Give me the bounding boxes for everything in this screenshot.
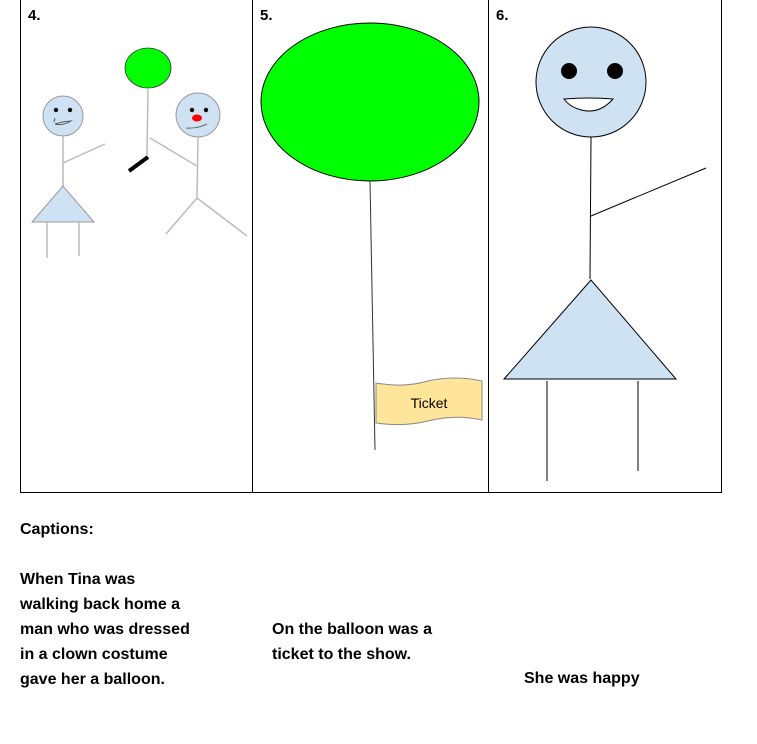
balloon-large (261, 23, 479, 181)
clown-leg-right (197, 198, 247, 236)
caption-line: ticket to the show. (272, 646, 411, 663)
panel-number: 4. (28, 7, 41, 24)
clown-nose (192, 115, 202, 122)
caption-line: When Tina was (20, 571, 136, 588)
balloon-large-string (370, 181, 375, 450)
clown-body (197, 137, 198, 198)
tina-head (43, 96, 83, 136)
tina-happy-eye-left (561, 63, 577, 79)
balloon-small (125, 48, 171, 171)
tina-happy-eye-right (607, 63, 623, 79)
panel-5-drawing (253, 0, 489, 492)
tina-figure (32, 96, 105, 258)
tina-arm (63, 144, 105, 163)
caption-line: walking back home a (20, 596, 181, 613)
panel-number: 6. (496, 7, 509, 24)
caption-line: in a clown costume (20, 646, 168, 663)
clown-figure (150, 93, 247, 236)
tina-happy-head (536, 27, 646, 137)
balloon-handle (129, 157, 148, 171)
caption-line: man who was dressed (20, 621, 190, 638)
panel-4 (21, 0, 253, 492)
panel-5 (253, 0, 489, 492)
clown-leg-left (166, 198, 197, 234)
clown-eye-left (190, 108, 194, 112)
caption-panel-6 (524, 666, 724, 691)
ticket-label: Ticket (410, 395, 448, 411)
caption-line: gave her a balloon. (20, 671, 165, 688)
clown-arm (150, 138, 197, 166)
panel-4-drawing (21, 0, 253, 492)
tina-happy-figure (504, 27, 706, 481)
tina-eye-right (68, 108, 72, 112)
tina-eye-left (54, 108, 58, 112)
tina-dress (32, 186, 94, 222)
panel-6 (489, 0, 722, 492)
panel-number: 5. (260, 7, 273, 24)
tina-happy-body (590, 137, 591, 279)
tina-happy-dress (504, 280, 676, 379)
comic-strip (20, 0, 722, 493)
captions-heading: Captions: (20, 521, 94, 538)
caption-panel-5 (272, 617, 472, 667)
caption-line: On the balloon was a (272, 621, 433, 638)
caption-panel-4 (20, 567, 225, 692)
clown-eye-right (204, 108, 208, 112)
tina-happy-arm (591, 168, 706, 216)
panel-6-drawing (489, 0, 722, 492)
balloon-string (147, 88, 148, 155)
balloon-body (125, 48, 171, 88)
caption-line: She was happy (524, 670, 640, 687)
